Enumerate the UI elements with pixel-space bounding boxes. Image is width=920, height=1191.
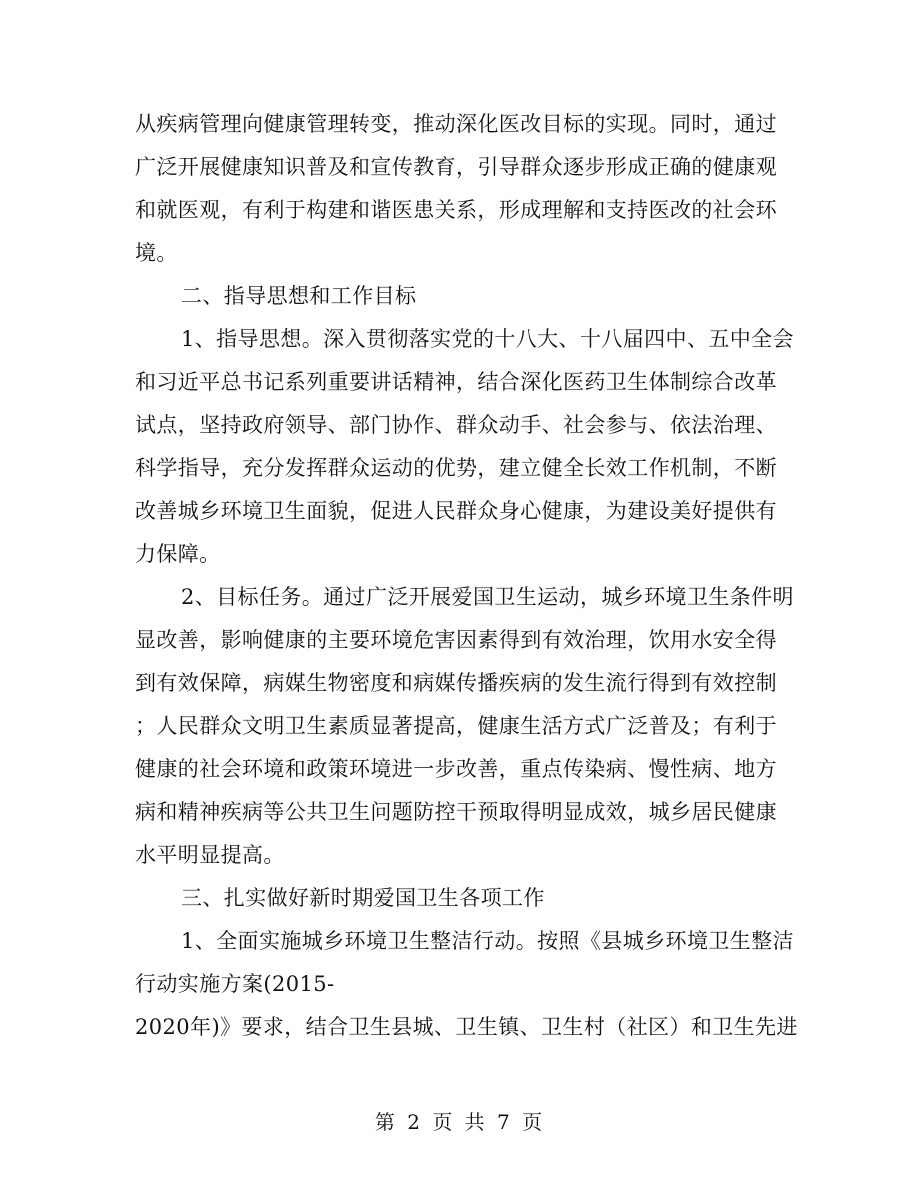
section-heading: 三、扎实做好新时期爱国卫生各项工作: [181, 886, 545, 910]
body-text-line: 广泛开展健康知识普及和宣传教育，引导群众逐步形成正确的健康观: [135, 155, 777, 179]
body-text-line: 和就医观，有利于构建和谐医患关系，形成理解和支持医改的社会环: [135, 198, 777, 222]
body-text-line: 2、目标任务。通过广泛开展爱国卫生运动，城乡环境卫生条件明: [181, 585, 794, 609]
body-text-line: 境。: [135, 241, 178, 265]
body-text-line: 从疾病管理向健康管理转变，推动深化医改目标的实现。同时，通过: [135, 112, 777, 136]
body-text-line: 科学指导，充分发挥群众运动的优势，建立健全长效工作机制，不断: [135, 456, 777, 480]
section-heading: 二、指导思想和工作目标: [181, 284, 417, 308]
body-text-line: 2020年)》要求，结合卫生县城、卫生镇、卫生村（社区）和卫生先进: [135, 1015, 798, 1039]
body-text-line: 1、全面实施城乡环境卫生整洁行动。按照《县城乡环境卫生整洁: [181, 929, 794, 953]
body-text-line: 水平明显提高。: [135, 843, 285, 867]
body-text-line: 力保障。: [135, 542, 221, 566]
body-text-line: 健康的社会环境和政策环境进一步改善，重点传染病、慢性病、地方: [135, 757, 777, 781]
body-text-line: 病和精神疾病等公共卫生问题防控干预取得明显成效，城乡居民健康: [135, 800, 777, 824]
body-text-line: 行动实施方案(2015-: [135, 972, 335, 996]
body-text-line: 显改善，影响健康的主要环境危害因素得到有效治理，饮用水安全得: [135, 628, 777, 652]
body-text-line: 试点，坚持政府领导、部门协作、群众动手、社会参与、依法治理、: [135, 413, 777, 437]
page-number-footer: 第 2 页 共 7 页: [374, 1110, 546, 1134]
body-text-line: 改善城乡环境卫生面貌，促进人民群众身心健康，为建设美好提供有: [135, 499, 777, 523]
body-text-line: 1、指导思想。深入贯彻落实党的十八大、十八届四中、五中全会: [181, 327, 794, 351]
body-text-line: 到有效保障，病媒生物密度和病媒传播疾病的发生流行得到有效控制: [135, 671, 777, 695]
body-text-line: ；人民群众文明卫生素质显著提高，健康生活方式广泛普及；有利于: [135, 714, 777, 738]
body-text-line: 和习近平总书记系列重要讲话精神，结合深化医药卫生体制综合改革: [135, 370, 777, 394]
